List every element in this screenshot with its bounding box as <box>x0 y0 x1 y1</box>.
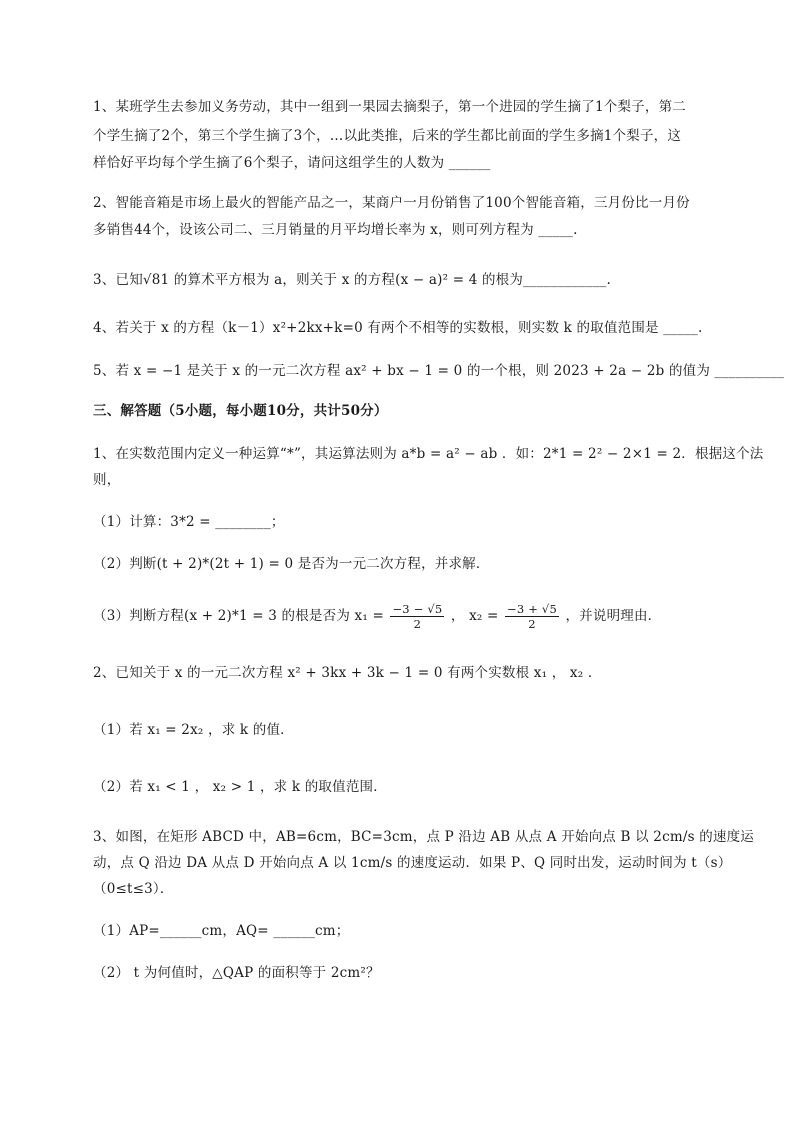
question-2-line-1: 2、智能音箱是市场上最火的智能产品之一，某商户一月份销售了100个智能音箱，三月份比一月份 <box>93 195 690 211</box>
solve-1-line-1: 1、在实数范围内定义一种运算“*”，其运算法则为 a*b = a² − ab ．如：2*1 = 2² − 2×1 = 2．根据这个法 <box>93 446 764 462</box>
solve-1-line-2: 则， <box>93 472 121 488</box>
fraction-x2-denominator: 2 <box>528 617 536 631</box>
solve-1-part-3-middle: ， x₂ = <box>450 608 499 624</box>
question-5-line-1: 5、若 x = −1 是关于 x 的一元二次方程 ax² + bx − 1 = 0 的一个根，则 2023 + 2a − 2b 的值为 __________ <box>93 363 785 379</box>
solve-1-part-3-prefix: （3）判断方程(x + 2)*1 = 3 的根是否为 x₁ = <box>93 608 384 624</box>
fraction-x1-denominator: 2 <box>413 617 422 631</box>
question-3-line-1: 3、已知√81 的算术平方根为 a，则关于 x 的方程(x − a)² = 4 的根为____________. <box>93 272 611 288</box>
solve-2-line-1: 2、已知关于 x 的一元二次方程 x² + 3kx + 3k − 1 = 0 有两个实数根 x₁ ， x₂ ． <box>93 665 602 681</box>
fraction-x1 <box>390 602 444 631</box>
solve-1-part-2: （2）判断(t + 2)*(2t + 1) = 0 是否为一元二次方程，并求解． <box>93 556 490 572</box>
solve-3-line-2: 动，点 Q 沿边 DA 从点 D 开始向点 A 以 1cm/s 的速度运动．如果 P、Q 同时出发，运动时间为 t（s） <box>93 855 732 871</box>
question-2-line-2: 多销售44个，设该公司二、三月销量的月平均增长率为 x，则可列方程为 _____. <box>93 222 578 238</box>
solve-1-part-3-suffix: ，并说明理由． <box>565 608 662 624</box>
solve-3-line-3: （0≤t≤3）． <box>93 881 174 897</box>
fraction-x2-numerator: −3 + √5 <box>507 602 557 616</box>
solve-1-part-3 <box>93 600 754 632</box>
fraction-x2 <box>505 602 559 631</box>
question-1-line-1: 1、某班学生去参加义务劳动，其中一组到一果园去摘梨子，第一个进园的学生摘了1个梨子，第二 <box>93 99 686 115</box>
solve-2-part-1: （1）若 x₁ = 2x₂ ，求 k 的值． <box>93 722 294 738</box>
solve-2-part-2: （2）若 x₁ < 1 ， x₂ > 1 ，求 k 的取值范围． <box>93 779 387 795</box>
solve-3-part-1: （1）AP=______cm，AQ= ______cm； <box>93 923 350 939</box>
fraction-x1-numerator: −3 − √5 <box>392 602 443 616</box>
question-1-line-2: 个学生摘了2个，第三个学生摘了3个，…以此类推，后来的学生都比前面的学生多摘1个梨子，这 <box>93 128 682 144</box>
question-4-line-1: 4、若关于 x 的方程（k－1）x²+2kx+k=0 有两个不相等的实数根，则实数 k 的取值范围是 _____. <box>93 320 703 336</box>
solve-3-part-2: （2） t 为何值时，△QAP 的面积等于 2cm²？ <box>93 965 380 981</box>
section-heading-solve: 三、解答题（5小题，每小题10分，共计50分） <box>93 403 388 419</box>
solve-3-line-1: 3、如图，在矩形 ABCD 中，AB=6cm，BC=3cm，点 P 沿边 AB 从点 A 开始向点 B 以 2cm/s 的速度运 <box>93 829 755 845</box>
question-1-line-3: 样恰好平均每个学生摘了6个梨子，请问这组学生的人数为 ______ <box>93 155 491 171</box>
solve-1-part-1: （1）计算：3*2 = ________； <box>93 514 285 530</box>
